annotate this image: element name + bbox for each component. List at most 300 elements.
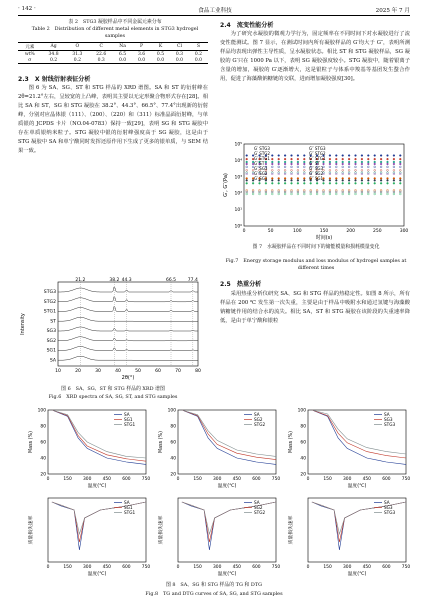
data-point [246,182,248,184]
tick-label: 30 [95,369,101,374]
data-point [367,163,369,165]
peak-label: 38.2 [109,278,120,283]
axis-label: 温度(℃) [347,484,367,489]
tick-label: 0 [306,565,310,570]
data-point [246,155,248,157]
data-point [367,180,369,182]
table-cell: 0.0 [170,57,189,64]
data-point [387,193,389,195]
table-cell: 0.2 [65,57,89,64]
data-point [399,180,401,182]
data-point [246,161,248,163]
data-point [380,166,382,168]
tick-label: 300 [83,477,92,482]
data-point [355,182,357,184]
fig8-caption-en: Fig.8 TG and DTG curves of SA, SG, and STG samples [145,591,283,597]
data-point [329,166,331,168]
table-cell: 0.5 [156,51,165,57]
tick-label: 80 [195,369,201,374]
data-point [259,193,261,195]
data-point [342,163,344,165]
table-header-cell: Cl [170,43,189,51]
table-cell: 34.8 [48,51,59,57]
data-point [342,180,344,182]
data-point [265,161,267,163]
data-point [271,155,273,157]
data-point [374,182,376,184]
table-header-cell: Na [113,43,132,51]
data-point [278,166,280,168]
tick-label: 100 [37,408,46,414]
data-point [355,180,357,182]
data-point [284,173,286,175]
tick-label: 150 [63,477,72,482]
tg-dtg-charts [18,406,410,582]
data-point [393,155,395,157]
data-point [335,173,337,175]
data-point [393,180,395,182]
data-point [348,178,350,180]
data-point [374,173,376,175]
data-point [380,169,382,171]
tick-label: 100 [293,229,302,234]
tick-label: 10⁴ [234,158,242,164]
axis-label: 温度(℃) [217,484,237,489]
legend-label: SA [384,412,390,417]
legend-label: SG1 [124,505,133,510]
data-point [361,161,363,163]
table-cell: 0.3 [175,51,184,57]
data-point [393,178,395,180]
table-cell: 0.2 [194,51,203,57]
tick-label: 600 [252,565,261,570]
tick-label: 60 [40,440,46,446]
legend-label: G″ SG3 [309,166,324,171]
data-point [342,182,344,184]
xrd-series-line [58,337,198,341]
data-point [252,182,254,184]
data-point [399,169,401,171]
data-point [374,178,376,180]
data-point [291,193,293,195]
data-point [271,180,273,182]
tick-label: 300 [399,229,409,234]
tick-label: 600 [382,477,391,482]
tick-label: 10⁵ [234,142,242,148]
rheology-chart [222,138,410,242]
data-point [303,169,305,171]
data-point [297,155,299,157]
data-point [387,169,389,171]
data-point [361,180,363,182]
data-point [380,182,382,184]
data-point [399,193,401,195]
data-point [348,180,350,182]
tick-label: 600 [122,477,131,482]
data-point [278,178,280,180]
data-point [393,193,395,195]
xrd-series-line [58,327,198,331]
data-point [310,182,312,184]
table-cell: 3.6 [137,51,146,57]
data-point [297,163,299,165]
data-point [393,173,395,175]
legend-label: STG1 [124,510,136,515]
data-point [380,173,382,175]
data-point [271,161,273,163]
data-point [329,158,331,160]
data-point [361,193,363,195]
data-point [348,169,350,171]
data-point [380,163,382,165]
data-point [335,193,337,195]
data-point [399,161,401,163]
tick-label: 450 [232,477,241,482]
table-header-cell: S [189,43,208,51]
tick-label: 10⁰ [234,224,242,230]
header-rule [18,15,410,16]
data-point [335,158,337,160]
data-point [380,193,382,195]
data-point [355,163,357,165]
data-point [393,182,395,184]
table-cell: 0.0 [132,57,151,64]
data-point [303,161,305,163]
data-point [374,155,376,157]
data-point [367,178,369,180]
data-point [291,158,293,160]
table-header-cell: Ag [42,43,66,51]
axis-label: 温度(℃) [217,572,237,577]
data-point [374,163,376,165]
section-heading: 2.4 流变性能分析 [220,22,274,29]
table-cell: σ [18,57,42,64]
tick-label: 300 [213,477,222,482]
tick-label: 0 [176,565,180,570]
data-point [387,182,389,184]
data-point [342,169,344,171]
legend-label: G′ ST [254,161,265,166]
series-label: STG3 [43,290,56,295]
tick-label: 0 [176,477,180,482]
data-point [278,173,280,175]
page-number: · 142 · [18,6,36,12]
series-label: SG1 [46,348,56,354]
data-point [387,163,389,165]
tick-label: 10³ [234,175,242,181]
data-point [361,178,363,180]
legend-label: G′ STG3 [254,146,270,151]
data-point [342,155,344,157]
data-point [297,173,299,175]
data-point [303,155,305,157]
table-header-cell: O [65,43,89,51]
data-point [246,173,248,175]
legend-label: G″ STG2 [309,151,326,156]
xrd-series-line [58,317,198,321]
data-point [297,166,299,168]
tick-label: 80 [40,424,46,430]
data-point [361,155,363,157]
data-point [297,169,299,171]
data-point [291,178,293,180]
tick-label: 0 [46,565,50,570]
data-point [387,173,389,175]
data-point [303,193,305,195]
data-point [355,161,357,163]
series-label: SA [49,358,56,364]
data-point [329,173,331,175]
tick-label: 60 [300,440,306,446]
data-point [284,178,286,180]
data-point [291,161,293,163]
legend-label: SG3 [384,417,393,422]
tick-label: 600 [382,565,391,570]
table-header-cell: C [89,43,113,51]
tick-label: 150 [63,565,72,570]
tick-label: 450 [232,565,241,570]
data-point [367,173,369,175]
tick-label: 250 [373,229,382,234]
legend-label: G″ STG3 [309,146,326,151]
data-point [335,180,337,182]
data-point [284,169,286,171]
data-point [380,180,382,182]
data-point [284,180,286,182]
data-point [297,180,299,182]
data-point [265,182,267,184]
data-point [348,161,350,163]
xrd-series-line [58,356,198,360]
peak-label: 77.4 [187,278,198,283]
data-point [348,166,350,168]
xrd-series-line [58,306,198,311]
axis-label: 质量损失速率 [29,515,34,545]
data-point [367,193,369,195]
data-point [348,158,350,160]
legend-label: G′ SG2 [254,171,268,176]
legend-label: G′ SG3 [254,166,268,171]
tick-label: 300 [343,477,352,482]
data-point [367,166,369,168]
tick-label: 60 [155,369,161,374]
legend-label: SA [124,412,130,417]
xrd-series-line [58,287,198,292]
data-point [387,178,389,180]
axis-label: 温度(℃) [87,484,107,489]
tick-label: 20 [300,472,306,478]
tick-label: 100 [297,408,306,414]
data-point [291,155,293,157]
data-point [246,169,248,171]
table-header-cell: K [151,43,170,51]
data-point [348,163,350,165]
data-point [399,155,401,157]
data-point [355,178,357,180]
data-point [271,158,273,160]
data-point [329,178,331,180]
tick-label: 150 [323,477,332,482]
data-point [361,173,363,175]
tick-label: 10² [234,191,242,197]
tick-label: 600 [122,565,131,570]
data-point [278,158,280,160]
legend-label: G′ STG1 [254,156,270,161]
tick-label: 50 [267,229,274,234]
axis-label: 质量损失速率 [289,515,294,545]
data-point [303,173,305,175]
data-point [271,173,273,175]
data-point [393,161,395,163]
legend-label: SG3 [384,505,393,510]
data-point [374,180,376,182]
data-point [342,178,344,180]
fig7-caption-en: Fig.7 Energy storage modulus and loss modulus of hydrogel samples at different times [225,258,407,271]
table2-title-cn: 表 2 STG3 凝胶样品中不同金属元素分布 [68,19,162,25]
data-point [399,166,401,168]
data-point [303,182,305,184]
axis-label: Mass (%) [159,431,164,453]
data-point [297,161,299,163]
data-point [355,193,357,195]
data-point [348,182,350,184]
data-point [303,163,305,165]
series-label: ST [50,319,56,325]
data-point [246,180,248,182]
legend-label: SA [254,500,260,505]
tick-label: 750 [141,477,151,482]
fig7-caption-cn: 图 7 水凝胶样品在不同时间下的储能模量和损耗模量变化 [252,244,380,250]
table-cell: 0.3 [89,57,113,64]
tick-label: 60 [170,440,176,446]
data-point [297,158,299,160]
series-label: STG1 [43,309,56,315]
data-point [342,173,344,175]
table-cell: 6.5 [118,51,127,57]
data-point [291,182,293,184]
xrd-series-line [58,297,198,302]
tick-label: 300 [83,565,92,570]
data-point [393,163,395,165]
axis-label: G′, G″(Pa) [223,173,229,197]
data-point [291,163,293,165]
tick-label: 450 [102,565,111,570]
data-point [271,182,273,184]
data-point [323,163,325,165]
tick-label: 750 [271,477,281,482]
tick-label: 450 [362,477,371,482]
table-cell: 0.0 [113,57,132,64]
table-row [18,57,208,64]
tick-label: 20 [75,369,81,374]
data-point [329,161,331,163]
table2-title-en: Table 2 Distribution of different metal elements in STG3 hydrogel samples [31,26,199,39]
data-point [246,163,248,165]
data-point [246,193,248,195]
data-point [278,155,280,157]
data-point [380,178,382,180]
legend-label: STG2 [254,510,266,515]
data-point [335,182,337,184]
issue-date: 2025 年 7 月 [375,8,410,14]
data-point [284,158,286,160]
data-point [316,182,318,184]
axis-label: 质量损失速率 [159,515,164,545]
tick-label: 150 [323,565,332,570]
data-point [387,155,389,157]
data-point [297,182,299,184]
tick-label: 100 [167,408,176,414]
data-point [335,155,337,157]
peak-label: 21.2 [75,278,86,283]
journal-name: 食品工业科技 [198,8,232,14]
data-point [335,163,337,165]
data-point [399,163,401,165]
tick-label: 750 [401,565,410,570]
data-point [355,166,357,168]
data-point [355,155,357,157]
data-point [303,158,305,160]
data-point [399,178,401,180]
data-point [348,155,350,157]
legend-label: STG3 [384,510,396,515]
axis-label: 时间(s) [315,235,333,241]
tick-label: 450 [102,477,111,482]
data-point [387,166,389,168]
data-point [367,161,369,163]
data-point [271,166,273,168]
table-header-cell: P [132,43,151,51]
data-point [284,155,286,157]
data-point [329,163,331,165]
data-point [374,161,376,163]
data-point [380,155,382,157]
legend-label: SA [124,500,130,505]
data-point [335,166,337,168]
data-point [303,180,305,182]
data-point [361,166,363,168]
data-point [246,158,248,160]
table-cell: 0.2 [42,57,66,64]
data-point [291,166,293,168]
data-point [246,178,248,180]
legend-label: STG1 [124,422,136,427]
data-point [361,163,363,165]
series-label: SG3 [46,329,56,334]
legend-label: STG2 [254,422,266,427]
data-point [374,158,376,160]
axis-label: 温度(℃) [87,572,107,577]
tick-label: 80 [300,424,306,430]
data-point [323,161,325,163]
data-point [303,166,305,168]
data-point [380,161,382,163]
legend-label: SG2 [254,505,263,510]
tick-label: 20 [40,472,46,478]
data-point [329,169,331,171]
data-point [399,182,401,184]
data-point [271,163,273,165]
data-point [265,193,267,195]
data-point [335,178,337,180]
legend-label: G′ STG2 [254,151,270,156]
xrd-series-line [58,347,198,351]
table-cell: 0.0 [151,57,170,64]
tick-label: 40 [170,456,176,462]
data-point [271,193,273,195]
data-point [316,193,318,195]
data-point [278,169,280,171]
